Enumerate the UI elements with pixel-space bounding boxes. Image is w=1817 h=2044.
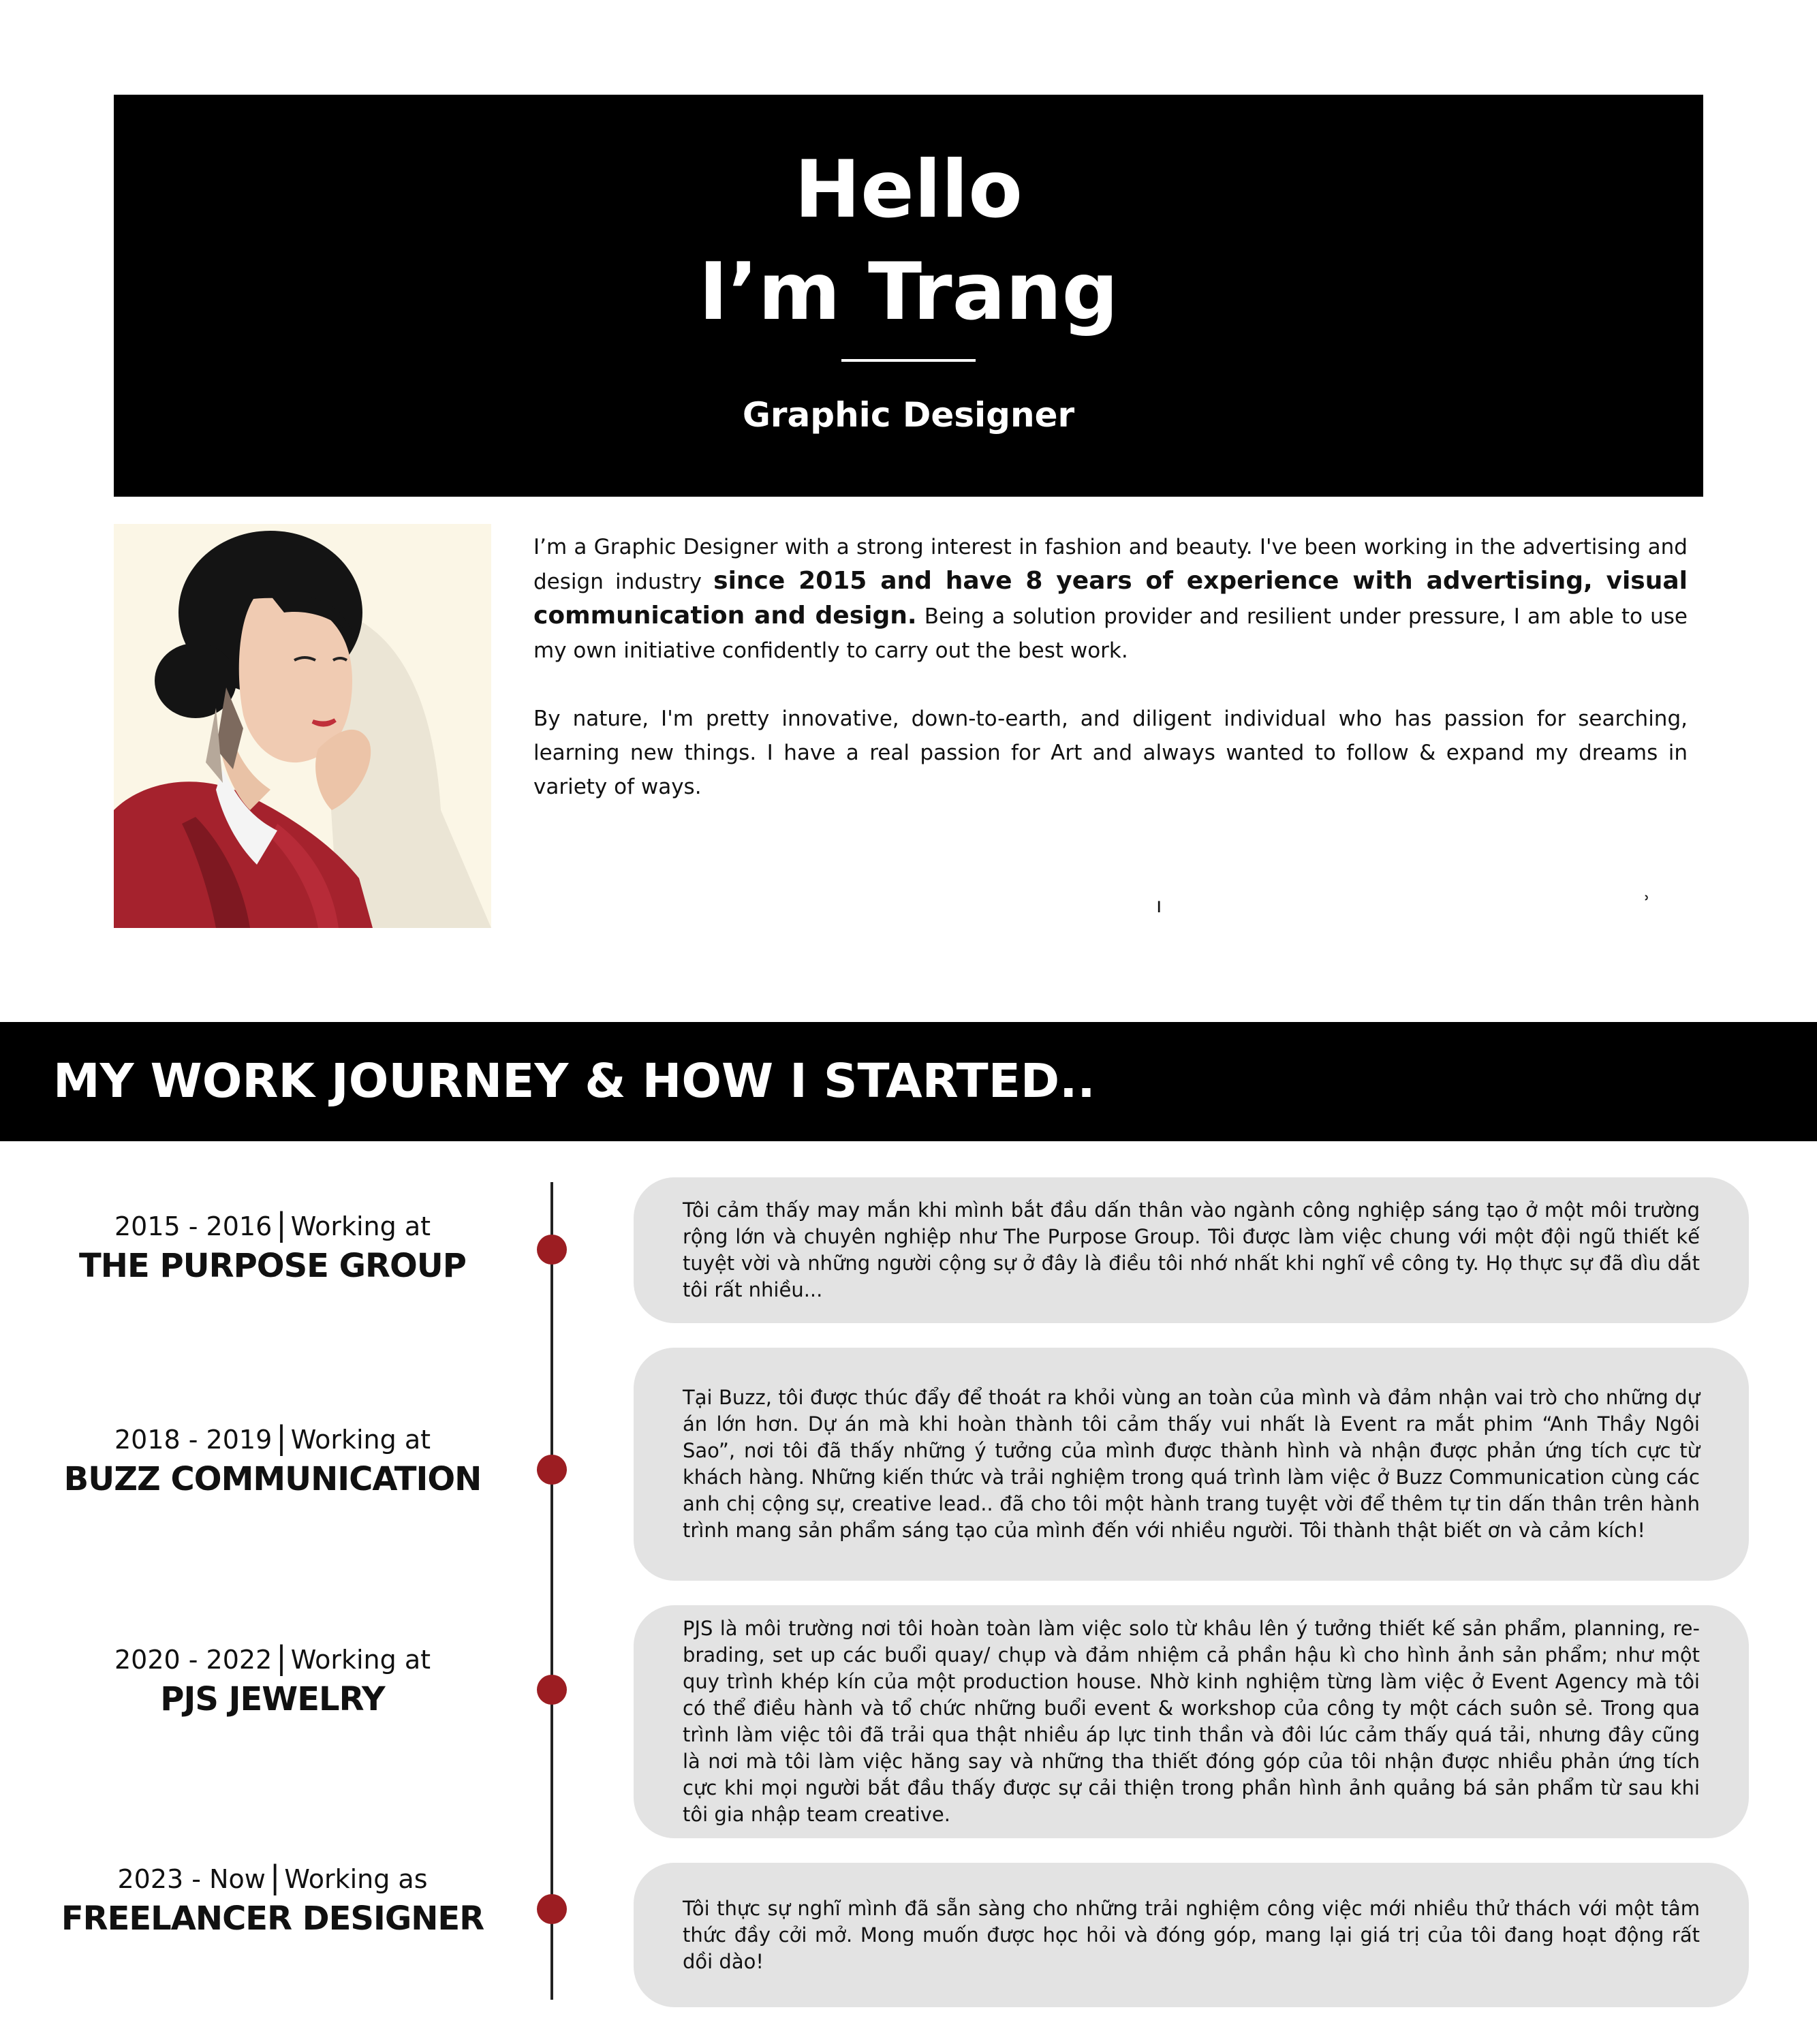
stray-mark: ˒ <box>1644 887 1651 911</box>
section-band <box>0 1022 1817 1141</box>
intro-paragraph-2: By nature, I'm pretty innovative, down-to-earth, and diligent individual who has passion for searching, learning new things. I have a real passion for Art and always wanted to follow & expand my dreams in variety of ways. <box>533 707 1688 799</box>
portrait-photo <box>114 524 491 928</box>
intro-p1-highlight: since 2015 and have 8 years of experience with advertising, visual communication and design. <box>533 567 1688 630</box>
job-company: PJS JEWELRY <box>160 1680 385 1718</box>
job-description-card <box>634 1863 1749 2007</box>
hero-name: I’m Trang <box>698 246 1119 338</box>
job-role-prefix: Working at <box>290 1211 431 1241</box>
job-company: FREELANCER DESIGNER <box>61 1900 484 1938</box>
job-separator: | <box>276 1419 287 1456</box>
job-years: 2015 - 2016 <box>114 1211 273 1241</box>
job-separator: | <box>276 1206 287 1243</box>
job-role-prefix: Working as <box>284 1864 428 1894</box>
job-entry <box>41 1859 504 1940</box>
job-description: PJS là môi trường nơi tôi hoàn toàn làm việc solo từ khâu lên ý tưởng thiết kế sản phẩm, planning, re-brading, set up các buổi quay/ chụp và đảm nhiệm cả phần hậu kì cho hình ảnh sản phẩm; như một quy trình khép kín của một production house. Nhờ kinh nghiệm từng làm việc ở Event Agency mà tôi có thể điều hành và tổ chức những buổi event & workshop của công ty một cách suôn sẻ. Trong qua trình làm việc tôi đã trải qua thật nhiều áp lực tinh thần và đôi lúc cảm thấy quá tải, nhưng đây cũng là nơi mà tôi làm việc hăng say và những tha thiết đóng góp của tôi nhận được nhiều phản ứng tích cực khi mọi người bắt đầu thấy được sự cải thiện trong phần hình ảnh quảng bá sản phẩm từ sau khi tôi gia nhập team creative. <box>683 1617 1700 1826</box>
job-separator: | <box>276 1639 287 1676</box>
job-company: BUZZ COMMUNICATION <box>63 1460 482 1498</box>
job-role-prefix: Working at <box>290 1645 431 1675</box>
job-description-card <box>634 1348 1749 1581</box>
timeline-dot <box>537 1894 567 1924</box>
hero-role: Graphic Designer <box>742 395 1075 435</box>
job-description: Tôi cảm thấy may mắn khi mình bắt đầu dấn thân vào ngành công nghiệp sáng tạo ở một môi trường rộng lớn và chuyên nghiệp như The Purpose Group. Tôi được làm việc chung với một đội ngũ thiết kế tuyệt vời và những người cộng sự ở đây là điều tôi nhớ nhất khi nghĩ về công ty. Họ thực sự đã dìu dắt tôi rất nhiều... <box>683 1198 1700 1301</box>
intro-text <box>533 530 1688 838</box>
job-company: THE PURPOSE GROUP <box>79 1247 466 1285</box>
stray-mark: ı <box>1156 894 1162 918</box>
job-years: 2023 - Now <box>117 1864 266 1894</box>
job-role-prefix: Working at <box>290 1425 431 1455</box>
intro-p1-end: Being a solution provider and resilient under pressure, I am able to use my own initiative confidently to carry out the best work. <box>533 604 1688 663</box>
timeline-line <box>550 1182 553 2000</box>
hero-banner <box>114 95 1703 497</box>
intro-paragraph-1 <box>533 530 1688 668</box>
job-entry <box>41 1419 504 1500</box>
timeline-dot <box>537 1455 567 1485</box>
hero-divider <box>841 359 976 362</box>
intro-p1-start: I’m a Graphic Designer with a strong interest in fashion and beauty. I've been working in the advertising and design industry <box>533 535 1688 594</box>
job-entry <box>41 1206 504 1287</box>
job-description: Tại Buzz, tôi được thúc đẩy để thoát ra khỏi vùng an toàn của mình và đảm nhận vai trò cho những dự án lớn hơn. Dự án mà khi hoàn thành tôi cảm thấy vui nhất là Event ra mắt phim “Anh Thầy Ngôi Sao”, nơi tôi đã thấy những ý tưởng của mình được thành hình và nhận được phản ứng tích cực từ khách hàng. Những kiến thức và trải nghiệm trong quá trình làm việc ở Buzz Communication cùng các anh chị cộng sự, creative lead.. đã cho tôi một hành trang tuyệt vời để thêm tự tin dấn thân trên hành trình mang sản phẩm sáng tạo của mình đến với nhiều người. Tôi thành thật biết ơn và cảm kích! <box>683 1386 1700 1542</box>
timeline-dot <box>537 1235 567 1265</box>
job-separator: | <box>269 1859 281 1895</box>
job-description-card <box>634 1177 1749 1323</box>
job-period <box>41 1859 504 1898</box>
job-entry <box>41 1639 504 1720</box>
job-years: 2020 - 2022 <box>114 1645 273 1675</box>
hero-greeting: Hello <box>794 144 1023 236</box>
job-description: Tôi thực sự nghĩ mình đã sẵn sàng cho những trải nghiệm công việc mới nhiều thử thách với một tâm thức đầy cởi mở. Mong muốn được học hỏi và đóng góp, mang lại giá trị của tôi đang hoạt động rất dồi dào! <box>683 1896 1700 1973</box>
job-period <box>41 1206 504 1245</box>
job-description-card <box>634 1605 1749 1838</box>
timeline-dot <box>537 1675 567 1705</box>
section-heading: MY WORK JOURNEY & HOW I STARTED.. <box>53 1054 1096 1109</box>
job-period <box>41 1419 504 1458</box>
job-years: 2018 - 2019 <box>114 1425 273 1455</box>
job-period <box>41 1639 504 1678</box>
portrait-illustration <box>114 524 491 928</box>
